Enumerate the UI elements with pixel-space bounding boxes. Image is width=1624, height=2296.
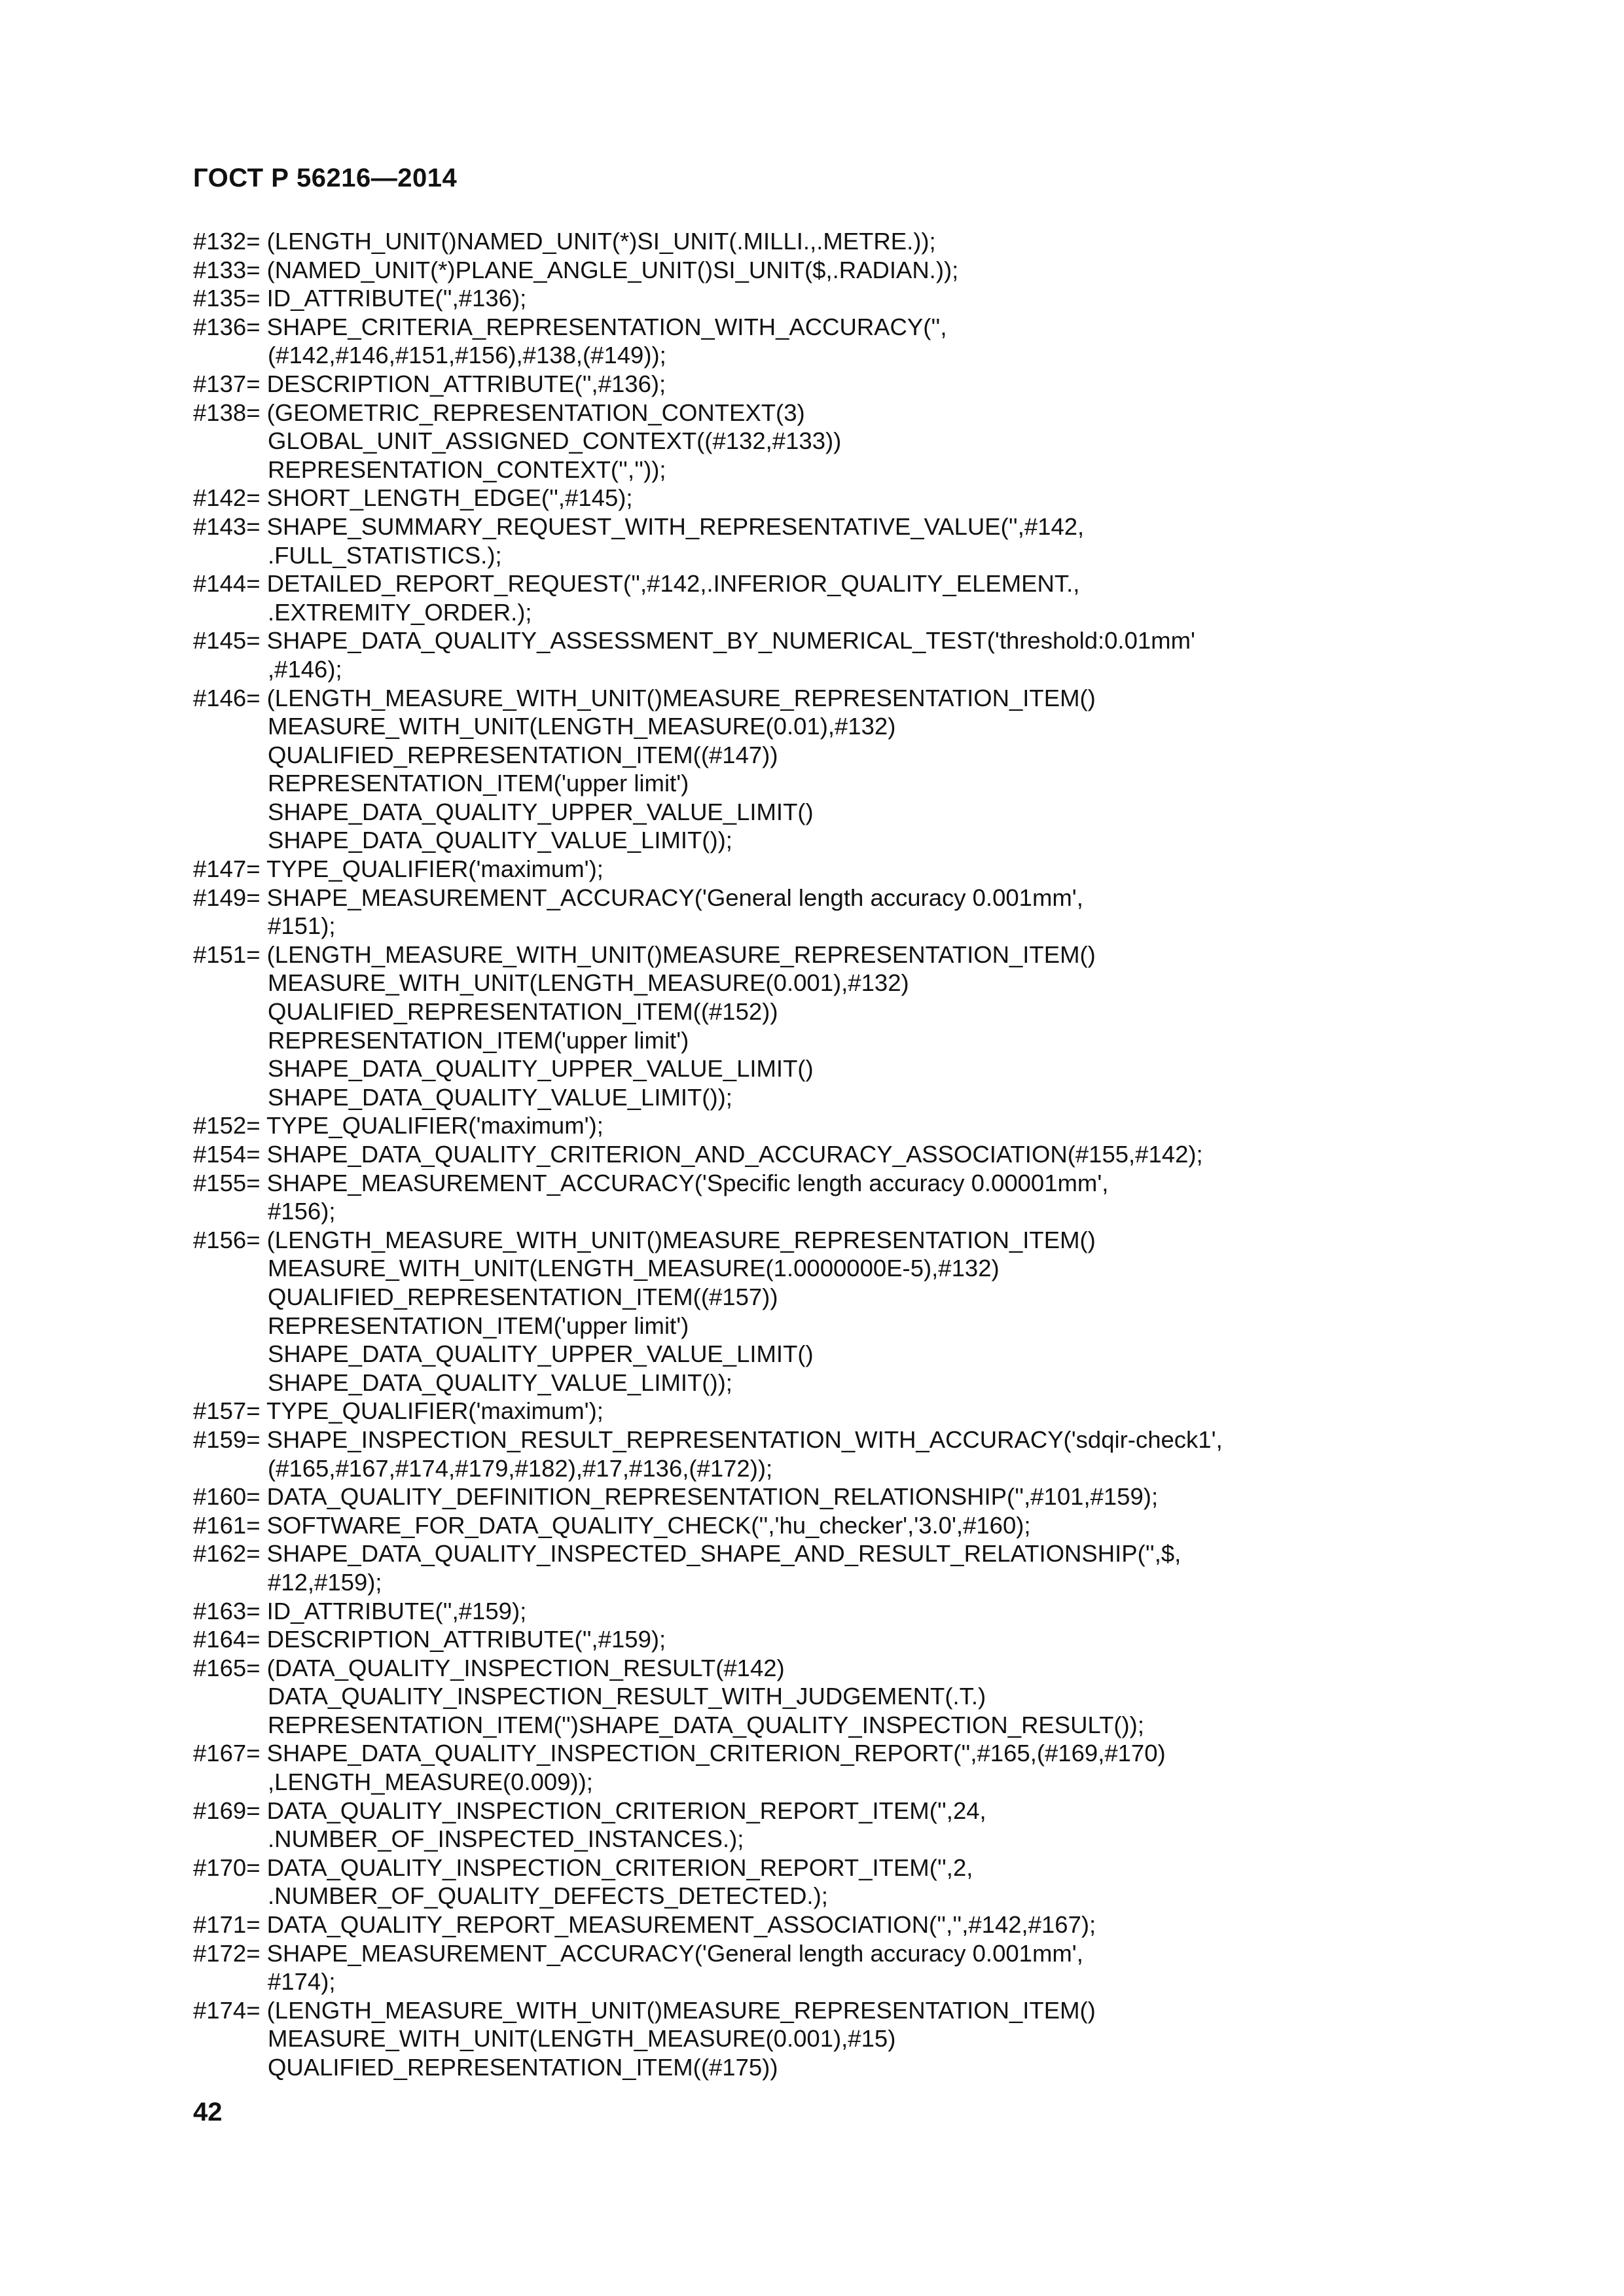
code-line: #161= SOFTWARE_FOR_DATA_QUALITY_CHECK('','hu_checker','3.0',#160); [193,1511,1031,1539]
code-line-continuation: .EXTREMITY_ORDER.); [268,598,532,626]
code-line-continuation: SHAPE_DATA_QUALITY_UPPER_VALUE_LIMIT() [268,798,814,825]
code-line: #170= DATA_QUALITY_INSPECTION_CRITERION_REPORT_ITEM('',2, [193,1854,973,1881]
code-line-continuation: SHAPE_DATA_QUALITY_UPPER_VALUE_LIMIT() [268,1055,814,1083]
code-line-continuation: .FULL_STATISTICS.); [268,541,502,569]
code-line-continuation: #12,#159); [268,1568,382,1596]
code-line-continuation: (#142,#146,#151,#156),#138,(#149)); [268,342,666,369]
code-line: #165= (DATA_QUALITY_INSPECTION_RESULT(#142) [193,1654,785,1681]
code-line: #155= SHAPE_MEASUREMENT_ACCURACY('Specific length accuracy 0.00001mm', [193,1169,1109,1196]
code-line: #174= (LENGTH_MEASURE_WITH_UNIT()MEASURE_REPRESENTATION_ITEM() [193,1996,1096,2024]
code-line: #172= SHAPE_MEASUREMENT_ACCURACY('General length accuracy 0.001mm', [193,1939,1083,1967]
step-code-listing [193,227,1502,2082]
code-line-continuation: MEASURE_WITH_UNIT(LENGTH_MEASURE(0.01),#132) [268,713,896,740]
code-line-continuation: REPRESENTATION_ITEM('upper limit') [268,770,689,797]
code-line-continuation: #151); [268,912,336,940]
code-line-continuation: GLOBAL_UNIT_ASSIGNED_CONTEXT((#132,#133)) [268,427,842,455]
code-line: #159= SHAPE_INSPECTION_RESULT_REPRESENTATION_WITH_ACCURACY('sdqir-check1', [193,1426,1223,1453]
code-line-continuation: SHAPE_DATA_QUALITY_UPPER_VALUE_LIMIT() [268,1340,814,1368]
page-number: 42 [193,2098,223,2126]
code-line: #136= SHAPE_CRITERIA_REPRESENTATION_WITH_ACCURACY('', [193,313,947,340]
code-line: #138= (GEOMETRIC_REPRESENTATION_CONTEXT(3) [193,399,805,426]
code-line-continuation: SHAPE_DATA_QUALITY_VALUE_LIMIT()); [268,827,732,854]
code-line: #146= (LENGTH_MEASURE_WITH_UNIT()MEASURE_REPRESENTATION_ITEM() [193,684,1096,711]
code-line-continuation: .NUMBER_OF_QUALITY_DEFECTS_DETECTED.); [268,1882,828,1910]
code-line-continuation: QUALIFIED_REPRESENTATION_ITEM((#175)) [268,2054,778,2081]
code-line: #142= SHORT_LENGTH_EDGE('',#145); [193,484,633,512]
code-line: #147= TYPE_QUALIFIER('maximum'); [193,855,604,883]
code-line: #163= ID_ATTRIBUTE('',#159); [193,1597,527,1624]
code-line-continuation: MEASURE_WITH_UNIT(LENGTH_MEASURE(1.0000000E-5),#132) [268,1255,1000,1282]
code-line: #154= SHAPE_DATA_QUALITY_CRITERION_AND_ACCURACY_ASSOCIATION(#155,#142); [193,1141,1203,1168]
code-line-continuation: #174); [268,1968,336,1996]
code-line-continuation: #156); [268,1198,336,1225]
code-line-continuation: MEASURE_WITH_UNIT(LENGTH_MEASURE(0.001),#132) [268,969,909,997]
code-line-continuation: QUALIFIED_REPRESENTATION_ITEM((#152)) [268,998,778,1026]
document-header: ГОСТ Р 56216—2014 [193,164,458,192]
code-line-continuation: SHAPE_DATA_QUALITY_VALUE_LIMIT()); [268,1369,732,1396]
code-line-continuation: REPRESENTATION_CONTEXT('','')); [268,456,666,483]
code-line-continuation: REPRESENTATION_ITEM('')SHAPE_DATA_QUALITY_INSPECTION_RESULT()); [268,1711,1144,1738]
code-line-continuation: MEASURE_WITH_UNIT(LENGTH_MEASURE(0.001),#15) [268,2025,896,2053]
code-line: #160= DATA_QUALITY_DEFINITION_REPRESENTATION_RELATIONSHIP('',#101,#159); [193,1483,1159,1511]
code-line: #152= TYPE_QUALIFIER('maximum'); [193,1112,604,1139]
code-line: #149= SHAPE_MEASUREMENT_ACCURACY('General length accuracy 0.001mm', [193,884,1083,911]
code-line: #133= (NAMED_UNIT(*)PLANE_ANGLE_UNIT()SI_UNIT($,.RADIAN.)); [193,256,959,283]
code-line-continuation: QUALIFIED_REPRESENTATION_ITEM((#157)) [268,1283,778,1310]
code-line: #137= DESCRIPTION_ATTRIBUTE('',#136); [193,370,666,397]
code-line-continuation: ,#146); [268,655,342,683]
code-line: #164= DESCRIPTION_ATTRIBUTE('',#159); [193,1626,666,1653]
code-line: #157= TYPE_QUALIFIER('maximum'); [193,1397,604,1425]
code-line: #156= (LENGTH_MEASURE_WITH_UNIT()MEASURE_REPRESENTATION_ITEM() [193,1226,1096,1253]
code-line: #145= SHAPE_DATA_QUALITY_ASSESSMENT_BY_NUMERICAL_TEST('threshold:0.01mm' [193,627,1195,655]
code-line: #135= ID_ATTRIBUTE('',#136); [193,285,527,312]
code-line: #171= DATA_QUALITY_REPORT_MEASUREMENT_ASSOCIATION('','',#142,#167); [193,1911,1096,1939]
code-line-continuation: QUALIFIED_REPRESENTATION_ITEM((#147)) [268,741,778,768]
code-line: #143= SHAPE_SUMMARY_REQUEST_WITH_REPRESENTATIVE_VALUE('',#142, [193,512,1085,540]
code-line-continuation: (#165,#167,#174,#179,#182),#17,#136,(#172)); [268,1454,773,1482]
code-line-continuation: DATA_QUALITY_INSPECTION_RESULT_WITH_JUDGEMENT(.T.) [268,1683,986,1710]
code-line: #169= DATA_QUALITY_INSPECTION_CRITERION_REPORT_ITEM('',24, [193,1797,986,1824]
code-line: #132= (LENGTH_UNIT()NAMED_UNIT(*)SI_UNIT(.MILLI.,.METRE.)); [193,228,936,255]
code-line: #144= DETAILED_REPORT_REQUEST('',#142,.INFERIOR_QUALITY_ELEMENT., [193,570,1080,598]
code-line: #151= (LENGTH_MEASURE_WITH_UNIT()MEASURE_REPRESENTATION_ITEM() [193,941,1096,968]
code-line-continuation: .NUMBER_OF_INSPECTED_INSTANCES.); [268,1825,744,1853]
code-line-continuation: ,LENGTH_MEASURE(0.009)); [268,1768,593,1796]
code-line-continuation: REPRESENTATION_ITEM('upper limit') [268,1312,689,1339]
code-line: #167= SHAPE_DATA_QUALITY_INSPECTION_CRITERION_REPORT('',#165,(#169,#170) [193,1740,1166,1767]
code-line-continuation: SHAPE_DATA_QUALITY_VALUE_LIMIT()); [268,1083,732,1111]
code-line: #162= SHAPE_DATA_QUALITY_INSPECTED_SHAPE_AND_RESULT_RELATIONSHIP('',$, [193,1540,1182,1568]
code-line-continuation: REPRESENTATION_ITEM('upper limit') [268,1026,689,1054]
